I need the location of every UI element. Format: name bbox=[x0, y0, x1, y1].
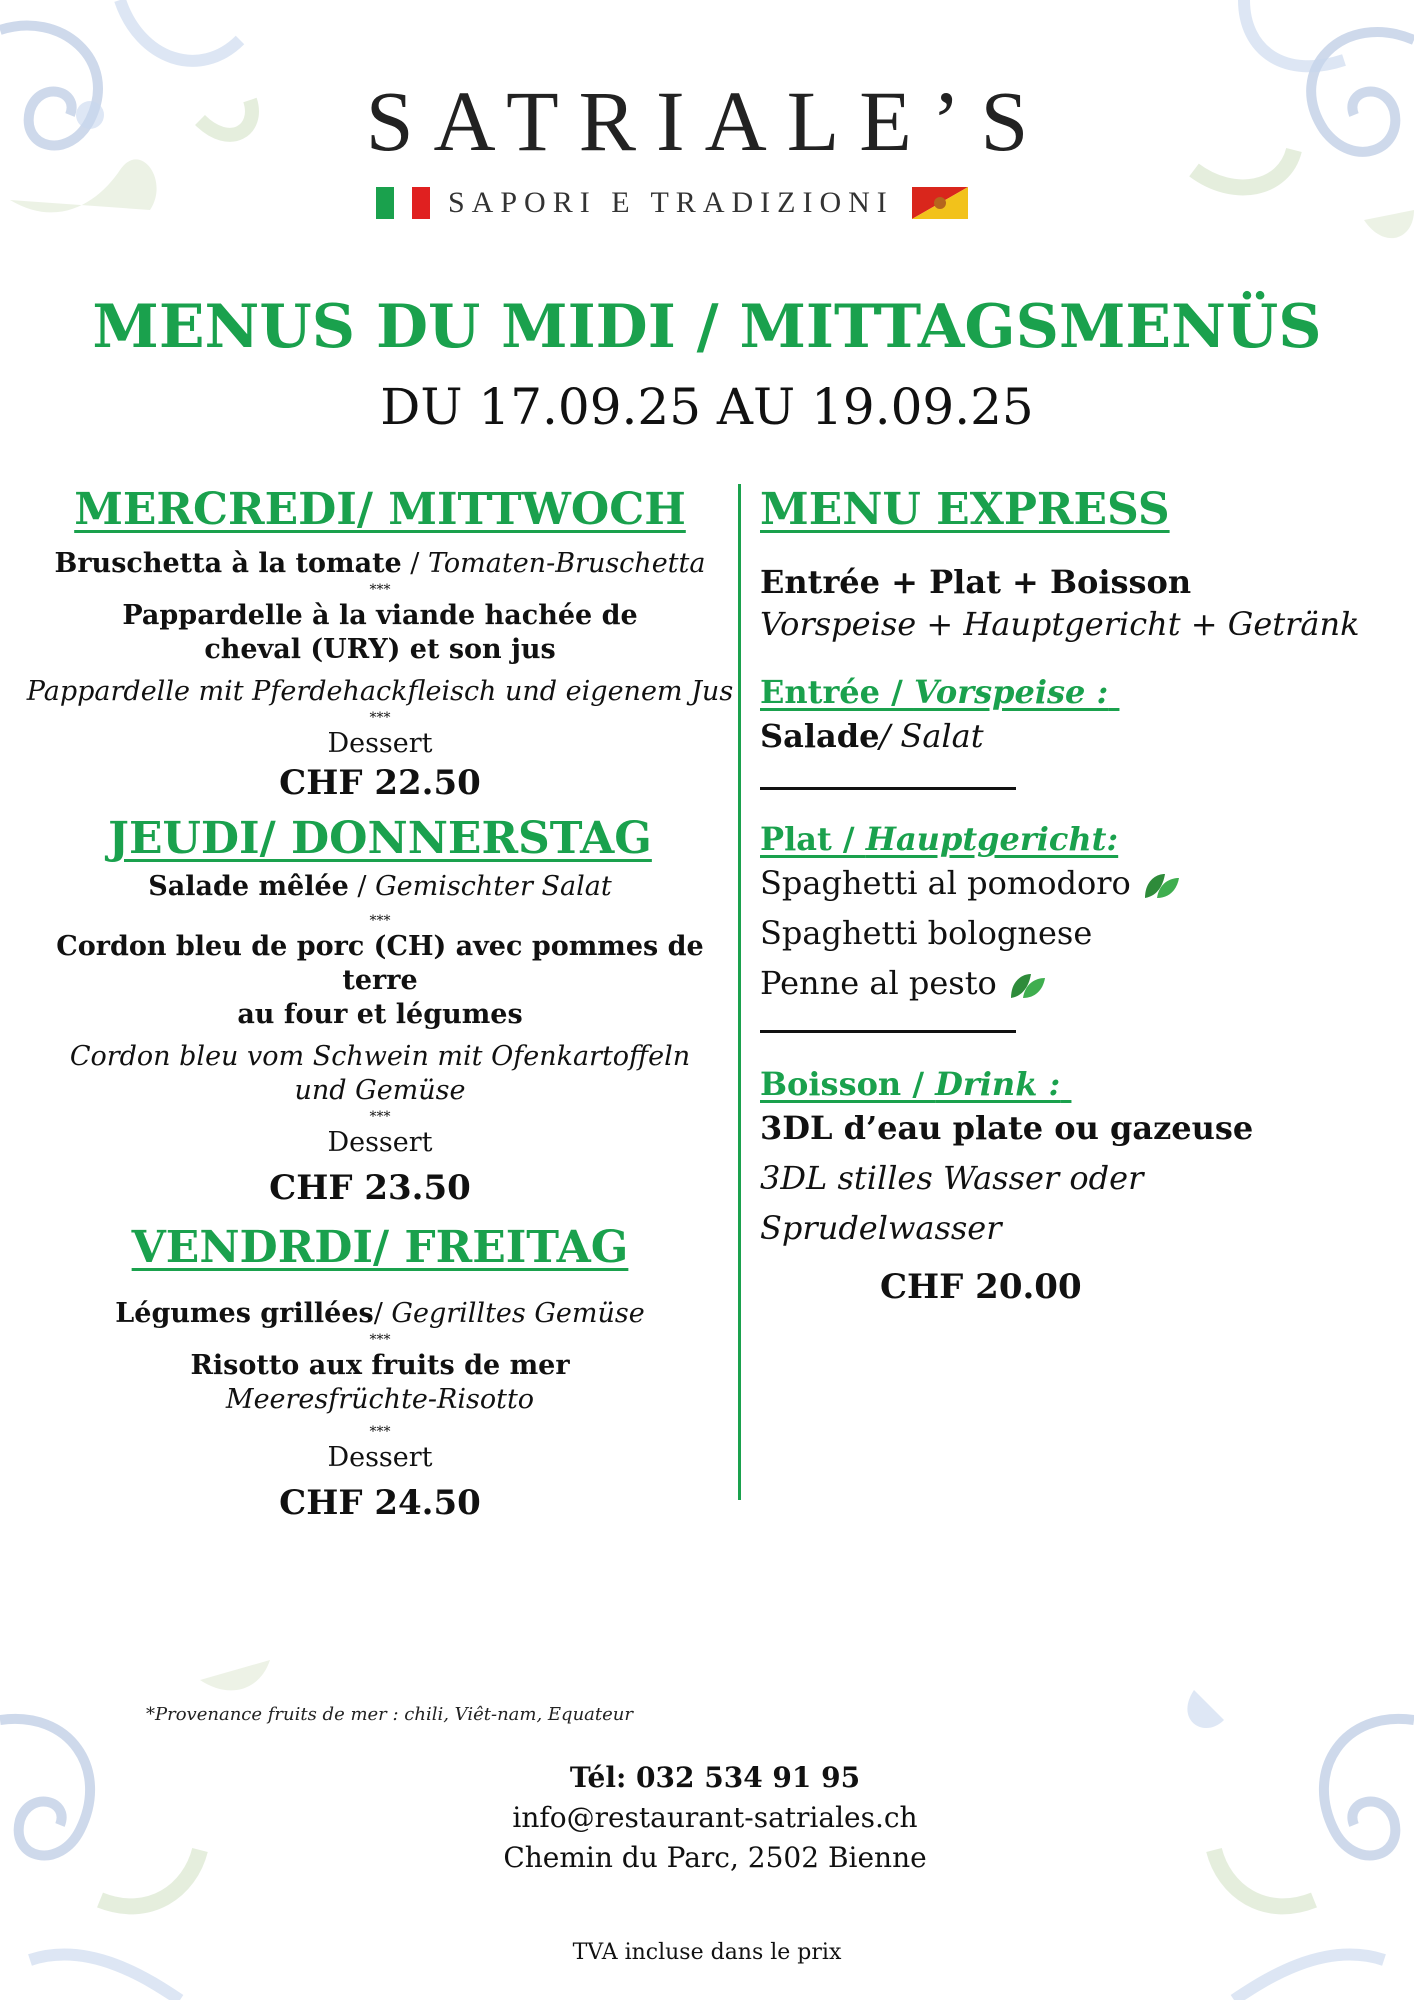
starter-sep: / bbox=[348, 871, 376, 902]
day-heading: VENDRDI/ FREITAG bbox=[131, 1222, 629, 1273]
boisson-de-line1 bbox=[760, 1153, 1360, 1203]
express-menu bbox=[760, 484, 1360, 1309]
main-fr bbox=[18, 1349, 742, 1383]
main-fr-line1: Cordon bleu de porc (CH) avec pommes de terre bbox=[56, 931, 704, 996]
italy-flag-icon bbox=[376, 187, 430, 219]
plat-item-name: Spaghetti bolognese bbox=[760, 914, 1093, 952]
email: info@restaurant-satriales.ch bbox=[512, 1801, 918, 1834]
boisson-label-fr: Boisson / bbox=[760, 1065, 936, 1103]
separator-stars: *** bbox=[369, 1424, 391, 1440]
tagline-row bbox=[376, 186, 968, 220]
price: CHF 23.50 bbox=[269, 1168, 471, 1208]
plat-item bbox=[760, 858, 1360, 908]
main-fr-line1: Pappardelle à la viande hachée de bbox=[122, 600, 638, 631]
plat-label bbox=[760, 820, 1360, 858]
entree-item-de: / Salat bbox=[879, 717, 984, 755]
boisson-fr bbox=[760, 1103, 1360, 1153]
tagline: SAPORI E TRADIZIONI bbox=[448, 186, 894, 219]
starter bbox=[18, 1297, 742, 1331]
main-de: Pappardelle mit Pferdehackfleisch und eigenem Jus bbox=[26, 676, 734, 707]
vegan-leaf-icon bbox=[1007, 970, 1047, 1002]
phone-text: Tél: 032 534 91 95 bbox=[569, 1761, 861, 1794]
seafood-origin-footnote: *Provenance fruits de mer : chili, Viêt-nam, Equateur bbox=[146, 1704, 633, 1725]
plat-label-de: Hauptgericht: bbox=[865, 820, 1119, 858]
boisson-de-text1: 3DL stilles Wasser oder bbox=[760, 1159, 1144, 1197]
sicily-flag-icon bbox=[912, 187, 968, 219]
price: CHF 24.50 bbox=[279, 1483, 481, 1523]
tva-note: TVA incluse dans le prix bbox=[572, 1940, 842, 1965]
starter-de: Gegrilltes Gemüse bbox=[391, 1298, 645, 1329]
combo-de-text: Vorspeise + Hauptgericht + Getränk bbox=[760, 605, 1360, 643]
starter-fr: Salade mêlée bbox=[148, 871, 349, 902]
column-divider bbox=[738, 484, 741, 1500]
starter bbox=[18, 870, 742, 904]
date-range: DU 17.09.25 AU 19.09.25 bbox=[380, 378, 1034, 436]
day-menu-friday bbox=[18, 1222, 742, 1525]
starter-fr: Légumes grillées bbox=[115, 1298, 374, 1329]
main-de-line1: Cordon bleu vom Schwein mit Ofenkartoffeln bbox=[69, 1041, 691, 1072]
main-fr-line1: Risotto aux fruits de mer bbox=[190, 1350, 570, 1381]
address: Chemin du Parc, 2502 Bienne bbox=[503, 1841, 927, 1874]
brand-logo-text: SATRIALE’S bbox=[365, 73, 1049, 169]
separator-stars: *** bbox=[369, 1109, 391, 1125]
combo-fr-text: Entrée + Plat + Boisson bbox=[760, 563, 1192, 601]
express-price: CHF 20.00 bbox=[880, 1267, 1082, 1307]
starter-sep: / bbox=[401, 548, 428, 579]
daily-menus bbox=[18, 484, 742, 1525]
dessert: Dessert bbox=[327, 1127, 433, 1158]
plat-item bbox=[760, 908, 1360, 958]
main-de: Meeresfrüchte-Risotto bbox=[225, 1384, 535, 1415]
boisson-fr-text: 3DL d’eau plate ou gazeuse bbox=[760, 1109, 1254, 1147]
plat-item-name: Penne al pesto bbox=[760, 964, 997, 1002]
separator-stars: *** bbox=[369, 582, 391, 598]
phone bbox=[0, 1758, 1414, 1798]
plat-item bbox=[760, 958, 1360, 1008]
starter-de: Tomaten-Bruschetta bbox=[427, 548, 706, 579]
starter-fr: Bruschetta à la tomate bbox=[54, 548, 402, 579]
main-fr-line2: au four et légumes bbox=[237, 999, 523, 1030]
entree-item-fr: Salade bbox=[760, 717, 880, 755]
main-fr-line2: cheval (URY) et son jus bbox=[204, 634, 556, 665]
starter-sep: / bbox=[373, 1298, 392, 1329]
entree-item bbox=[760, 711, 1360, 761]
boisson-de-line2 bbox=[760, 1203, 1360, 1253]
main-fr bbox=[18, 599, 742, 667]
day-heading: JEUDI/ DONNERSTAG bbox=[108, 813, 652, 864]
starter bbox=[18, 547, 742, 581]
boisson-de-text2: Sprudelwasser bbox=[760, 1209, 1002, 1247]
plat-item-name: Spaghetti al pomodoro bbox=[760, 864, 1131, 902]
main-de-line2: und Gemüse bbox=[294, 1075, 466, 1106]
dessert: Dessert bbox=[327, 728, 433, 759]
separator-stars: *** bbox=[369, 1332, 391, 1348]
entree-label-de: Vorspeise : bbox=[913, 673, 1109, 711]
vegan-leaf-icon bbox=[1141, 870, 1181, 902]
express-heading: MENU EXPRESS bbox=[760, 484, 1170, 535]
price: CHF 22.50 bbox=[279, 763, 481, 803]
day-menu-thursday bbox=[18, 813, 742, 1210]
day-menu-wednesday bbox=[18, 484, 742, 805]
contact-block bbox=[0, 1758, 1414, 1878]
dessert: Dessert bbox=[327, 1442, 433, 1473]
starter-de: Gemischter Salat bbox=[375, 871, 612, 902]
main-fr bbox=[18, 930, 742, 1032]
combo-de bbox=[760, 603, 1360, 645]
boisson-label bbox=[760, 1065, 1360, 1103]
plat-label-fr: Plat / bbox=[760, 820, 866, 858]
separator-stars: *** bbox=[369, 913, 391, 929]
entree-label-fr: Entrée / bbox=[760, 673, 914, 711]
day-heading: MERCREDI/ MITTWOCH bbox=[74, 484, 686, 535]
page-title: MENUS DU MIDI / MITTAGSMENÜS bbox=[92, 292, 1322, 362]
combo-fr bbox=[760, 561, 1360, 603]
separator-stars: *** bbox=[369, 710, 391, 726]
entree-label bbox=[760, 673, 1360, 711]
boisson-label-de: Drink : bbox=[935, 1065, 1061, 1103]
